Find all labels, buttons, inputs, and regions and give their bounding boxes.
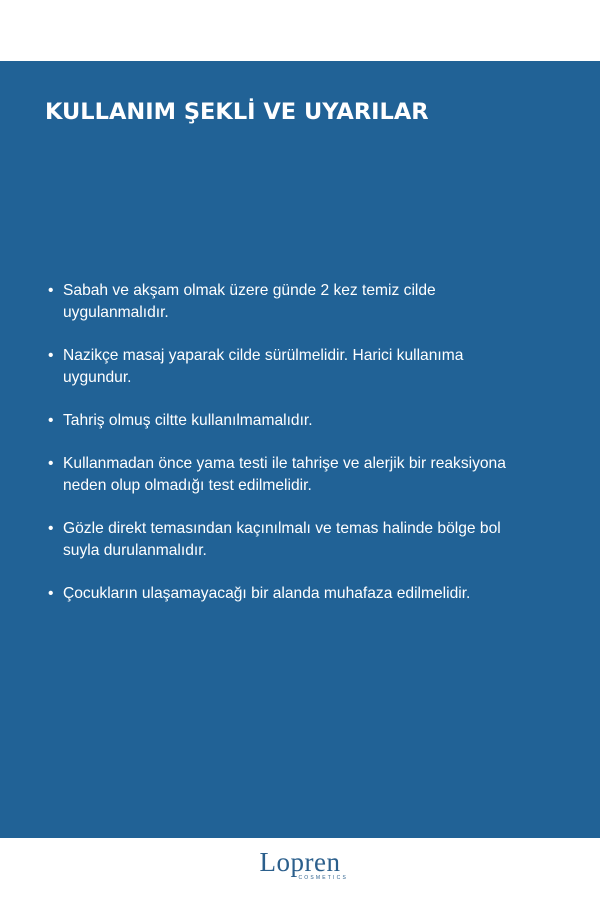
bullet-icon: • xyxy=(48,412,54,429)
list-item xyxy=(48,583,578,605)
list-item-text: Tahriş olmuş ciltte kullanılmamalıdır. xyxy=(63,412,313,429)
list-item-text: Kullanmadan önce yama testi ile tahrişe ve alerjik bir reaksiyona neden olup olmadığı test edilmelidir. xyxy=(63,455,506,494)
instructions-panel xyxy=(0,61,600,838)
brand-logo xyxy=(250,848,350,881)
list-item xyxy=(48,280,578,324)
list-item xyxy=(48,345,578,389)
list-item-text: Sabah ve akşam olmak üzere günde 2 kez temiz cilde uygulanmalıdır. xyxy=(63,282,436,321)
list-item xyxy=(48,410,578,432)
list-item-text: Nazikçe masaj yaparak cilde sürülmelidir. Harici kullanıma uygundur. xyxy=(63,347,464,386)
brand-name: Lopren xyxy=(259,847,341,877)
footer xyxy=(0,838,600,900)
bullet-icon: • xyxy=(48,520,54,537)
page-title: KULLANIM ŞEKLİ VE UYARILAR xyxy=(45,99,429,125)
bullet-icon: • xyxy=(48,347,54,364)
bullet-icon: • xyxy=(48,585,54,602)
list-item xyxy=(48,518,578,562)
list-item-text: Çocukların ulaşamayacağı bir alanda muhafaza edilmelidir. xyxy=(63,585,471,602)
bullet-icon: • xyxy=(48,282,54,299)
warnings-list xyxy=(48,280,578,626)
list-item-text: Gözle direkt temasından kaçınılmalı ve temas halinde bölge bol suyla durulanmalıdır. xyxy=(63,520,501,559)
bullet-icon: • xyxy=(48,455,54,472)
brand-subtitle: COSMETICS xyxy=(298,875,348,881)
list-item xyxy=(48,453,578,497)
